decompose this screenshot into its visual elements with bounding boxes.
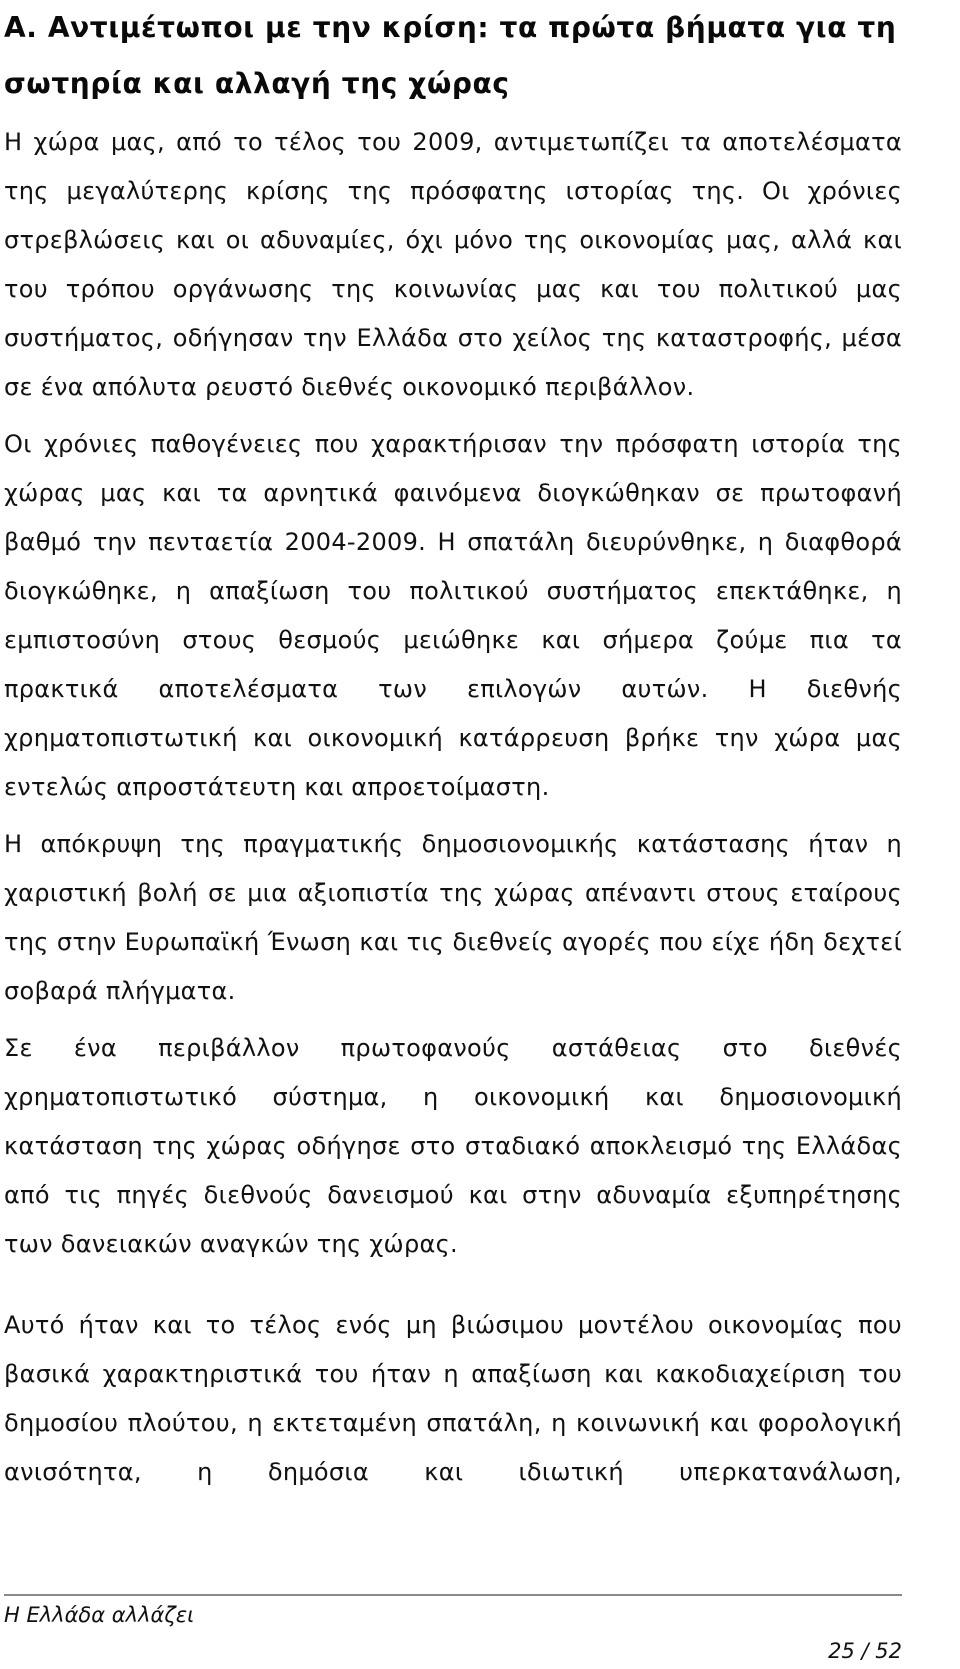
footer-divider: [4, 1594, 902, 1596]
page-content: [4, 0, 902, 1505]
paragraph-fiscal-concealment: Η απόκρυψη της πραγματικής δημοσιονομικής κατάστασης ήταν η χαριστική βολή σε μια αξιοπιστία της χώρας απέναντι στους εταίρους της στην Ευρωπαϊκή Ένωση και τις διεθνείς αγορές που είχε ήδη δεχτεί σοβαρά πλήγματα.: [4, 830, 902, 1005]
paragraph-crisis-intro: Η χώρα μας, από το τέλος του 2009, αντιμετωπίζει τα αποτελέσματα της μεγαλύτερης κρίσης της πρόσφατης ιστορίας της. Οι χρόνιες στρεβλώσεις και οι αδυναμίες, όχι μόνο της οικονομίας μας, αλλά και του τρόπου οργάνωσης της κοινωνίας μας και του πολιτικού μας συστήματος, οδήγησαν την Ελλάδα στο χείλος της καταστροφής, μέσα σε ένα απόλυτα ρευστό διεθνές οικονομικό περιβάλλον.: [4, 128, 902, 401]
paragraph-market-exclusion: Σε ένα περιβάλλον πρωτοφανούς αστάθειας στο διεθνές χρηματοπιστωτικό σύστημα, η οικονομική και δημοσιονομική κατάσταση της χώρας οδήγησε στο σταδιακό αποκλεισμό της Ελλάδας από τις πηγές διεθνούς δανεισμού και στην αδυναμία εξυπηρέτησης των δανειακών αναγκών της χώρας.: [4, 1034, 902, 1258]
paragraph-unsustainable-model: Αυτό ήταν και το τέλος ενός μη βιώσιμου μοντέλου οικονομίας που βασικά χαρακτηριστικά του ήταν η απαξίωση και κακοδιαχείριση του δημοσίου πλούτου, η εκτεταμένη σπατάλη, η κοινωνική και φορολογική ανισότητα, η δημόσια και ιδιωτική υπερκατανάλωση,: [4, 1311, 902, 1486]
section-heading: Α. Αντιμέτωποι με την κρίση: τα πρώτα βήματα για τη σωτηρία και αλλαγή της χώρας: [4, 11, 897, 100]
footer-page-number: 25 / 52: [828, 1639, 902, 1663]
paragraph-chronic-pathologies: Οι χρόνιες παθογένειες που χαρακτήρισαν την πρόσφατη ιστορία της χώρας μας και τα αρνητικά φαινόμενα διογκώθηκαν σε πρωτοφανή βαθμό την πενταετία 2004-2009. Η σπατάλη διευρύνθηκε, η διαφθορά διογκώθηκε, η απαξίωση του πολιτικού συστήματος επεκτάθηκε, η εμπιστοσύνη στους θεσμούς μειώθηκε και σήμερα ζούμε πια τα πρακτικά αποτελέσματα των επιλογών αυτών. Η διεθνής χρηματοπιστωτική και οικονομική κατάρρευση βρήκε την χώρα μας εντελώς απροστάτευτη και απροετοίμαστη.: [4, 430, 902, 801]
footer-document-title: Η Ελλάδα αλλάζει: [4, 1603, 195, 1627]
